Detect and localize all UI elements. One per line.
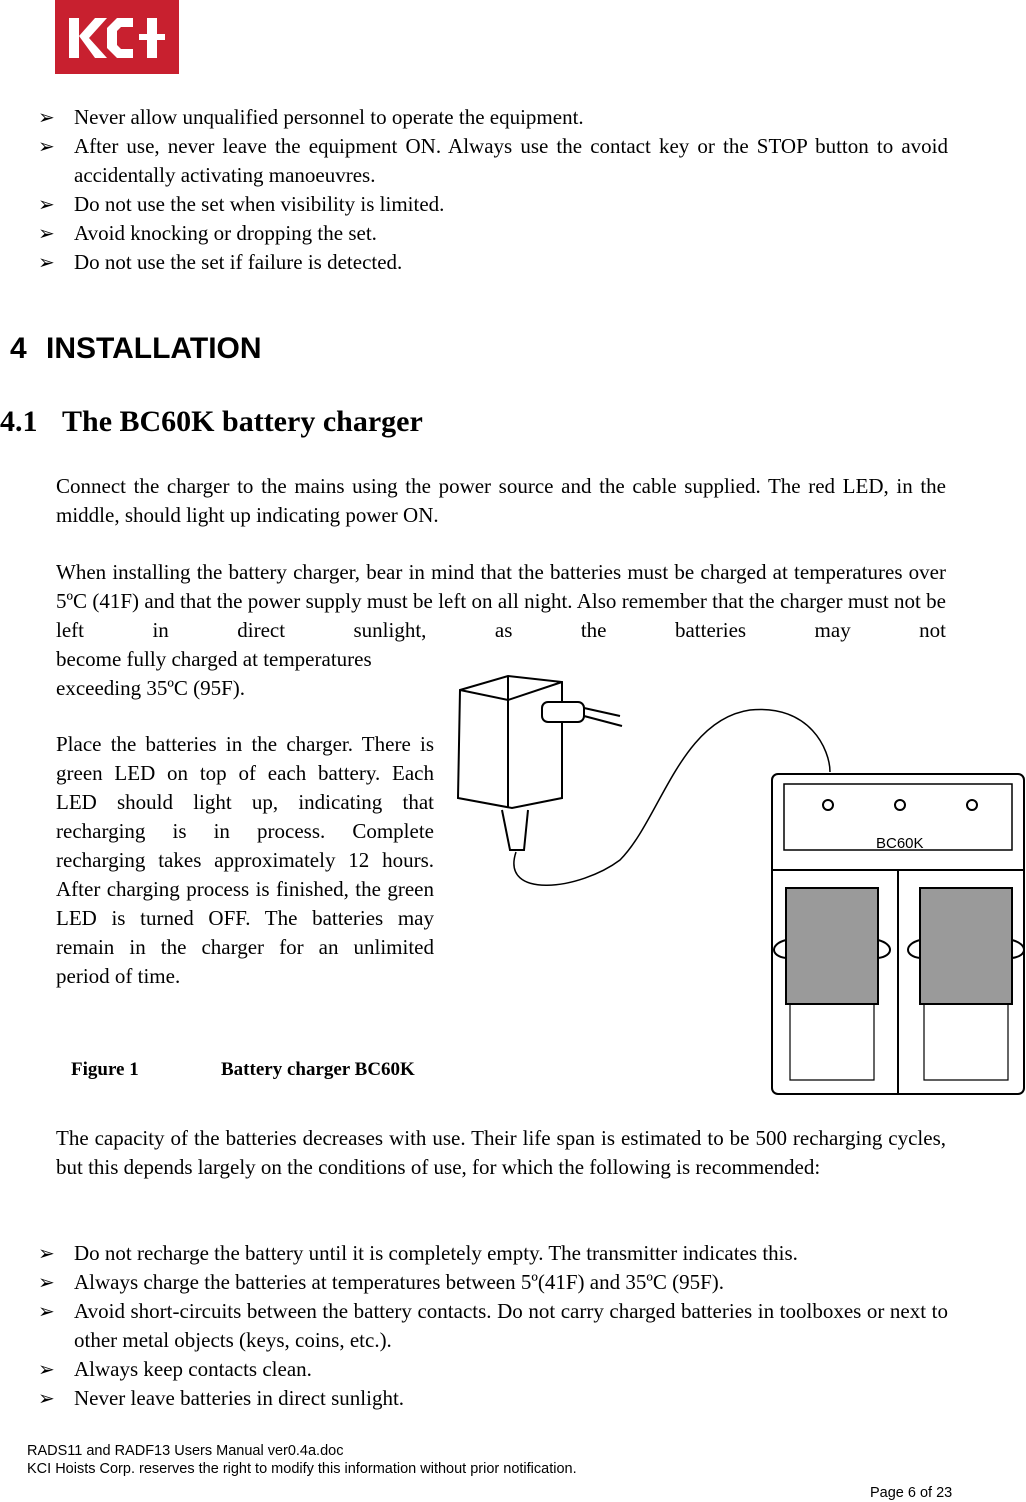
- figure-caption-text: Battery charger BC60K: [221, 1059, 415, 1080]
- kci-logo: [55, 0, 179, 74]
- arrow-bullet-icon: ➢: [38, 1386, 55, 1410]
- section-heading: [10, 331, 262, 367]
- arrow-bullet-icon: ➢: [38, 250, 55, 274]
- arrow-bullet-icon: ➢: [38, 192, 55, 216]
- subsection-title: The BC60K battery charger: [62, 405, 423, 438]
- subsection-heading: [0, 402, 423, 442]
- list-item: ➢ After use, never leave the equipment ON. Always use the contact key or the STOP button to avoid accidentally activating manoeuvres.: [38, 134, 948, 187]
- list-item: ➢ Do not use the set if failure is detected.: [38, 248, 948, 277]
- arrow-bullet-icon: ➢: [38, 134, 55, 158]
- footer-document-name: RADS11 and RADF13 Users Manual ver0.4a.doc: [27, 1443, 344, 1459]
- paragraph-tail-line: exceeding 35ºC (95F).: [56, 676, 246, 700]
- section-number: 4: [10, 332, 27, 365]
- list-item: ➢ Do not use the set when visibility is limited.: [38, 190, 948, 219]
- page-footer: [27, 1442, 577, 1478]
- section-title: INSTALLATION: [46, 332, 262, 365]
- paragraph-power-on: Connect the charger to the mains using the power source and the cable supplied. The red LED, in the middle, should light up indicating power ON.: [56, 474, 946, 527]
- battery-bullet-list: [38, 1239, 948, 1413]
- figure-label: Figure 1: [71, 1059, 139, 1080]
- arrow-bullet-icon: ➢: [38, 105, 55, 129]
- arrow-bullet-icon: ➢: [38, 1299, 55, 1323]
- list-item: ➢ Avoid short-circuits between the battery contacts. Do not carry charged batteries in toolboxes or next to other metal objects (keys, coins, etc.).: [38, 1299, 948, 1352]
- safety-bullet-list: [38, 103, 948, 277]
- figure-caption: [56, 1056, 434, 1084]
- page-number: Page 6 of 23: [870, 1485, 953, 1501]
- list-item: ➢ Always charge the batteries at temperatures between 5º(41F) and 35ºC (95F).: [38, 1268, 948, 1297]
- paragraph-battery-life: The capacity of the batteries decreases with use. Their life span is estimated to be 500 recharging cycles, but this depends largely on the conditions of use, for which the following is recommended:: [56, 1126, 946, 1179]
- list-item: ➢ Avoid knocking or dropping the set.: [38, 219, 948, 248]
- footer-disclaimer: KCI Hoists Corp. reserves the right to modify this information without prior notification.: [27, 1461, 577, 1477]
- battery-charger-illustration: [450, 660, 1026, 1096]
- battery-charger-figure: [450, 660, 1026, 1096]
- list-item: ➢ Never allow unqualified personnel to operate the equipment.: [38, 103, 948, 132]
- arrow-bullet-icon: ➢: [38, 1241, 55, 1265]
- arrow-bullet-icon: ➢: [38, 221, 55, 245]
- list-item: ➢ Never leave batteries in direct sunlight.: [38, 1384, 948, 1413]
- list-item: ➢ Always keep contacts clean.: [38, 1355, 948, 1384]
- subsection-number: 4.1: [0, 405, 38, 438]
- paragraph-lines: When installing the battery charger, bear in mind that the batteries must be charged at temperatures over 5ºC (41F) and that the power supply must be left on all night. Also remember that the charger must not be left in direct sunlight, as the batteries may not: [56, 560, 946, 642]
- paragraph-place-batteries: Place the batteries in the charger. There is green LED on top of each battery. Each LED should light up, indicating that recharging is in process. Complete recharging takes approximately 12 hours. After charging process is finished, the green LED is turned OFF. The batteries may remain in the charger for an unlimited period of time.: [56, 732, 434, 988]
- arrow-bullet-icon: ➢: [38, 1270, 55, 1294]
- paragraph-tail-line: become fully charged at temperatures: [56, 647, 372, 671]
- charger-model-label: BC60K: [876, 835, 924, 852]
- kci-logo-mark: [55, 0, 179, 74]
- list-item: ➢ Do not recharge the battery until it is completely empty. The transmitter indicates this.: [38, 1239, 948, 1268]
- arrow-bullet-icon: ➢: [38, 1357, 55, 1381]
